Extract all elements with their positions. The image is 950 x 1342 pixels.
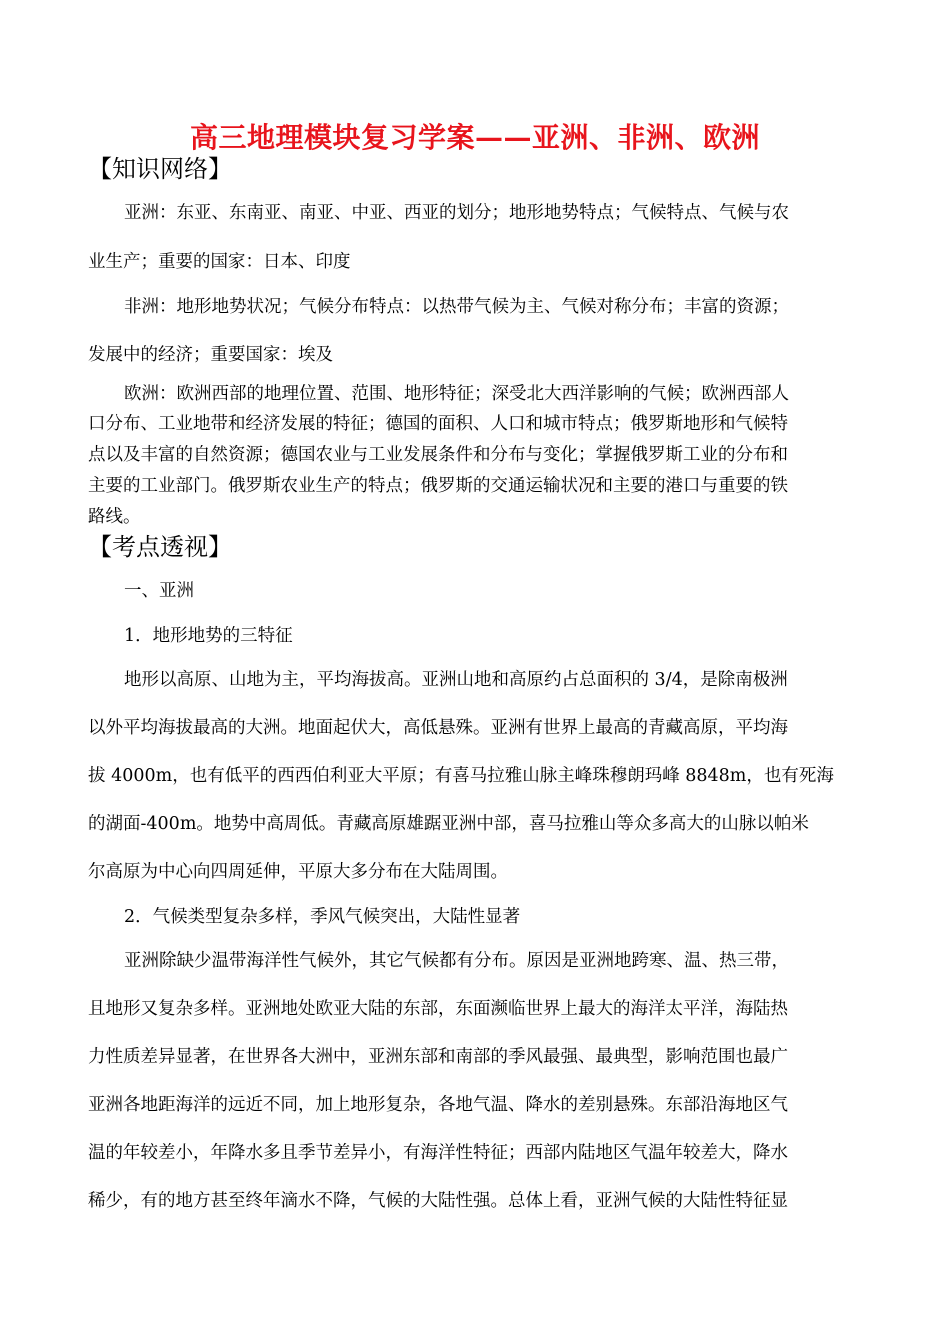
paragraph-line: 亚洲除缺少温带海洋性气候外，其它气候都有分布。原因是亚洲地跨寒、温、热三带，: [124, 951, 789, 971]
paragraph-line: 欧洲：欧洲西部的地理位置、范围、地形特征；深受北大西洋影响的气候；欧洲西部人: [124, 384, 789, 404]
paragraph-line: 路线。: [88, 507, 141, 527]
paragraph-line: 地形以高原、山地为主，平均海拔高。亚洲山地和高原约占总面积的 3/4，是除南极洲: [124, 670, 788, 690]
paragraph-line: 业生产；重要的国家：日本、印度: [88, 252, 351, 272]
paragraph-line: 拔 4000m，也有低平的西西伯利亚大平原；有喜马拉雅山脉主峰珠穆朗玛峰 8848m，也有死海: [88, 766, 834, 786]
subsection-heading: 一、亚洲: [124, 581, 194, 601]
paragraph-line: 且地形又复杂多样。亚洲地处欧亚大陆的东部，东面濒临世界上最大的海洋太平洋，海陆热: [88, 999, 788, 1019]
paragraph-line: 以外平均海拔最高的大洲。地面起伏大，高低悬殊。亚洲有世界上最高的青藏高原，平均海: [88, 718, 788, 738]
section-heading-exam-points: 【考点透视】: [88, 533, 232, 561]
paragraph-line: 亚洲各地距海洋的远近不同，加上地形复杂，各地气温、降水的差别悬殊。东部沿海地区气: [88, 1095, 788, 1115]
paragraph-line: 温的年较差小，年降水多且季节差异小，有海洋性特征；西部内陆地区气温年较差大，降水: [88, 1143, 788, 1163]
section-heading-knowledge-network: 【知识网络】: [88, 155, 232, 183]
paragraph-line: 稀少，有的地方甚至终年滴水不降，气候的大陆性强。总体上看，亚洲气候的大陆性特征显: [88, 1191, 788, 1211]
paragraph-line: 非洲：地形地势状况；气候分布特点：以热带气候为主、气候对称分布；丰富的资源；: [124, 297, 789, 317]
paragraph-line: 的湖面-400m。地势中高周低。青藏高原雄踞亚洲中部，喜马拉雅山等众多高大的山脉以帕米: [88, 814, 809, 834]
paragraph-line: 尔高原为中心向四周延伸，平原大多分布在大陆周围。: [88, 862, 508, 882]
document-title: 高三地理模块复习学案——亚洲、非洲、欧洲: [189, 121, 760, 154]
paragraph-line: 主要的工业部门。俄罗斯农业生产的特点；俄罗斯的交通运输状况和主要的港口与重要的铁: [88, 476, 788, 496]
point-title: 2．气候类型复杂多样，季风气候突出，大陆性显著: [124, 907, 521, 927]
paragraph-line: 力性质差异显著，在世界各大洲中，亚洲东部和南部的季风最强、最典型，影响范围也最广: [88, 1047, 788, 1067]
paragraph-line: 口分布、工业地带和经济发展的特征；德国的面积、人口和城市特点；俄罗斯地形和气候特: [88, 414, 788, 434]
point-title: 1．地形地势的三特征: [124, 626, 293, 646]
paragraph-line: 点以及丰富的自然资源；德国农业与工业发展条件和分布与变化；掌握俄罗斯工业的分布和: [88, 445, 788, 465]
paragraph-line: 发展中的经济；重要国家：埃及: [88, 345, 333, 365]
paragraph-line: 亚洲：东亚、东南亚、南亚、中亚、西亚的划分；地形地势特点；气候特点、气候与农: [124, 203, 789, 223]
